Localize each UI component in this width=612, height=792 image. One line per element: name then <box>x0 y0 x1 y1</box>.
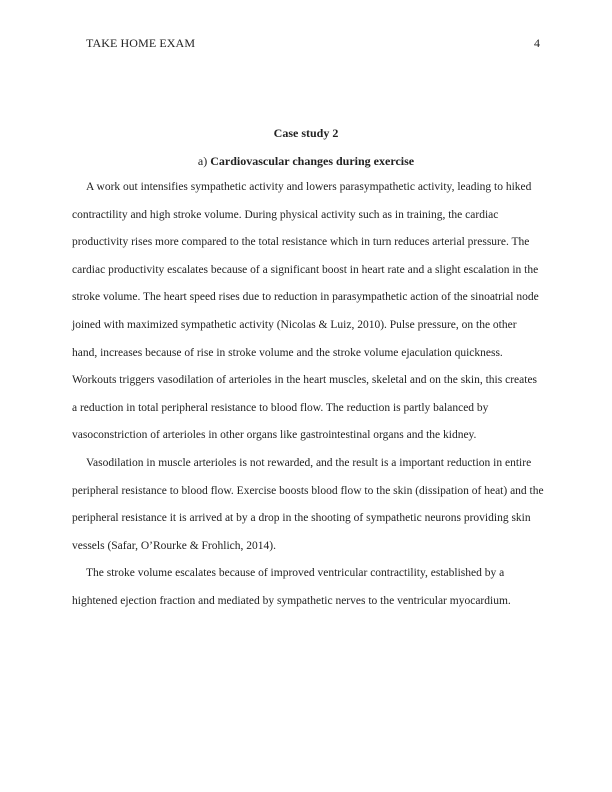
page-number: 4 <box>534 36 540 50</box>
paragraph-3: The stroke volume escalates because of improved ventricular contractility, established by a hightened ejection fraction and mediated by sympathetic nerves to the ventricular myocardium. <box>72 567 511 607</box>
running-head: TAKE HOME EXAM <box>86 36 196 50</box>
paragraph-1: A work out intensifies sympathetic activity and lowers parasympathetic activity, leading to hiked contractility and high stroke volume. During physical activity such as in training, the cardiac productivity rises more compared to the total resistance which in turn reduces arterial pressure. The cardiac productivity escalates because of a significant boost in heart rate and a slight escalation in the stroke volume. The heart speed rises due to reduction in parasympathetic action of the sinoatrial node joined with maximized sympathetic activity (Nicolas & Luiz, 2010). Pulse pressure, on the other hand, increases because of rise in stroke volume and the stroke volume ejaculation quickness. Workouts triggers vasodilation of arterioles in the heart muscles, skeletal and on the skin, this creates a reduction in total peripheral resistance to blood flow. The reduction is partly balanced by vasoconstriction of arterioles in other organs like gastrointestinal organs and the kidney. <box>72 181 539 442</box>
section-heading-prefix: a) <box>197 154 208 168</box>
paragraph-2: Vasodilation in muscle arterioles is not rewarded, and the result is a important reduction in entire peripheral resistance to blood flow. Exercise boosts blood flow to the skin (dissipation of heat) and the peripheral resistance it is arrived at by a drop in the shooting of sympathetic neurons providing skin vessels (Safar, O’Rourke & Frohlich, 2014). <box>72 456 544 552</box>
case-study-title: Case study 2 <box>273 126 339 140</box>
section-heading-text: Cardiovascular changes during exercise <box>210 154 415 168</box>
section-heading <box>72 154 540 169</box>
body-text <box>72 174 544 616</box>
